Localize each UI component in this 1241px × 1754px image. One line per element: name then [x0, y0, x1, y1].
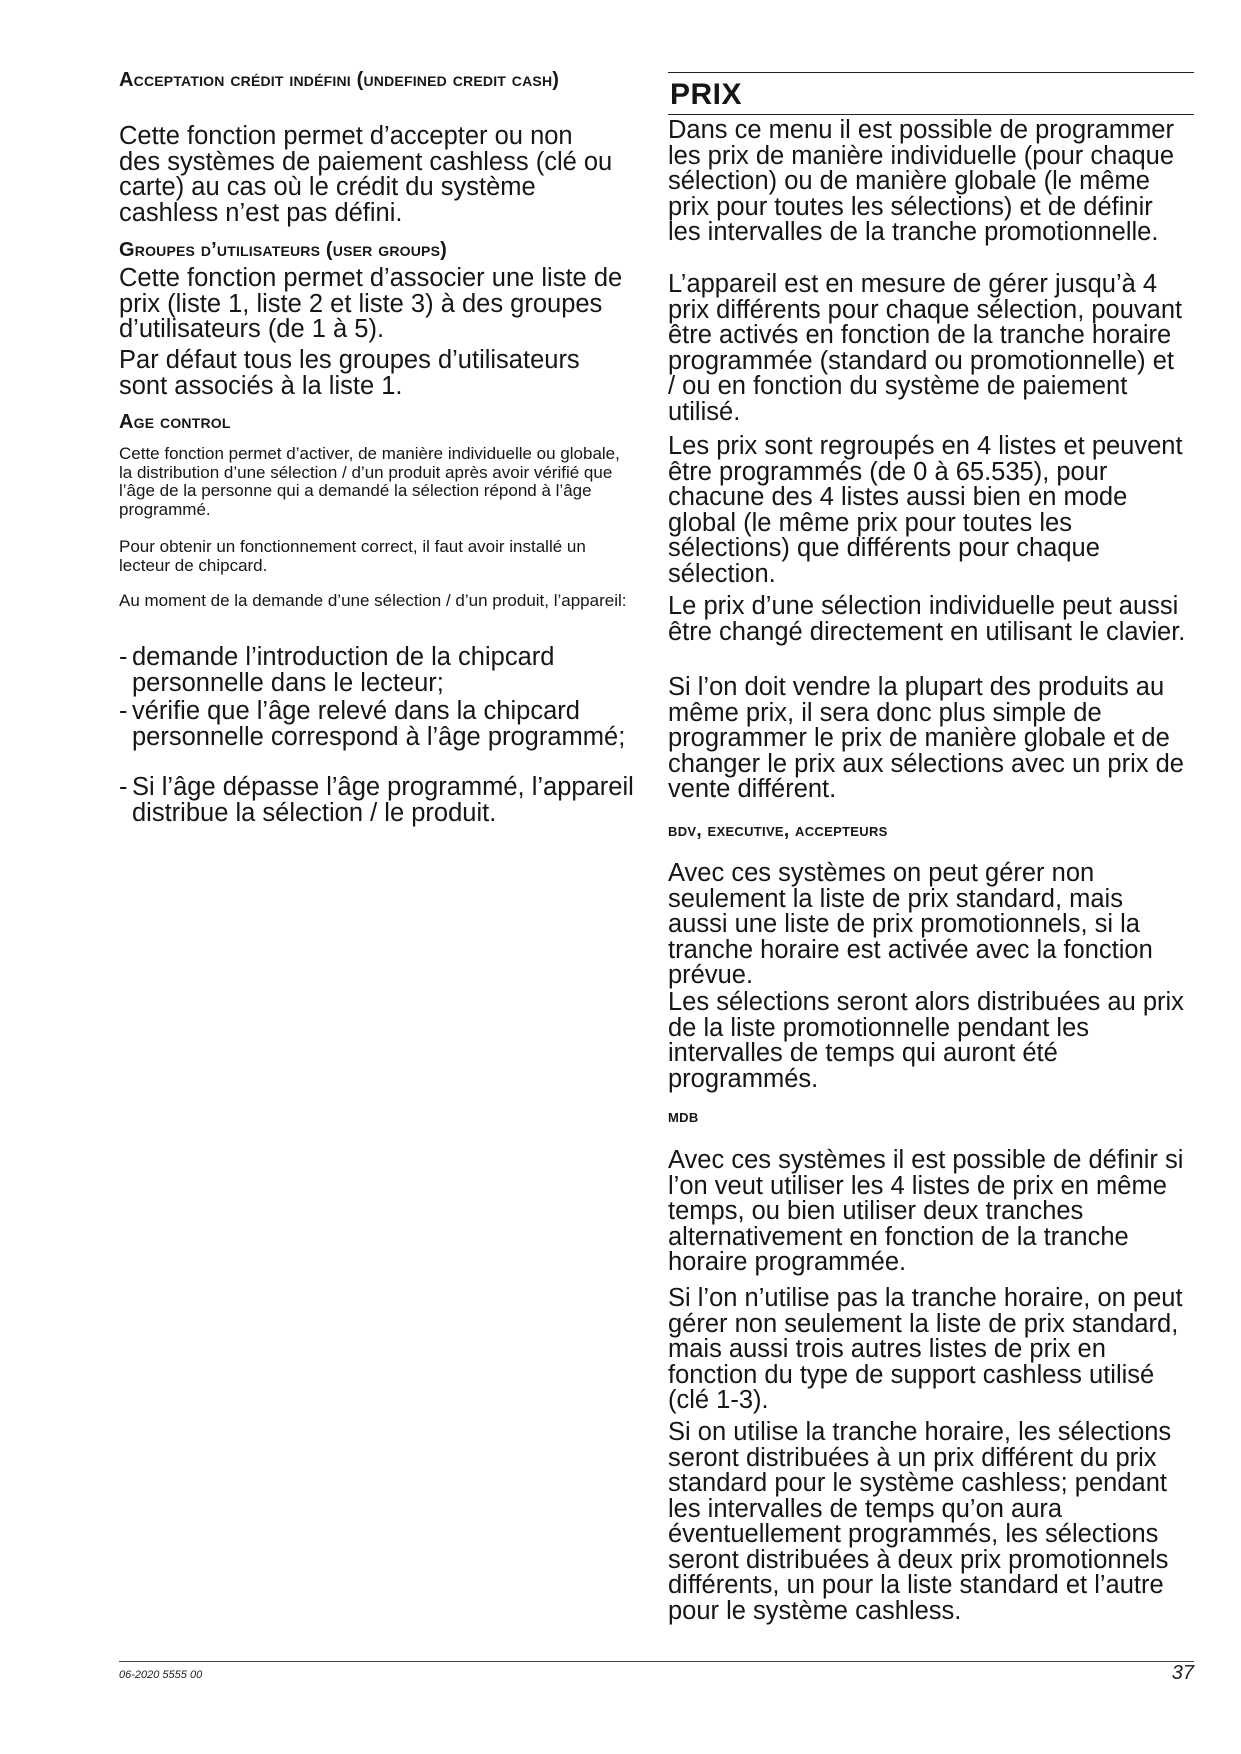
- bullet-text: Si l’âge dépasse l’âge programmé, l’appareil distribue la sélection / le produit.: [132, 773, 634, 827]
- bullet-dash: -: [119, 773, 128, 801]
- list-item: [119, 775, 636, 826]
- paragraph-acceptation-credit: Cette fonction permet d’accepter ou non des systèmes de paiement cashless (clé ou carte) au cas où le crédit du système cashless n’est pas défini.: [119, 122, 613, 227]
- heading-groupes-utilisateurs: Groupes d’utilisateurs (user groups): [119, 239, 447, 261]
- list-item: [119, 645, 636, 696]
- paragraph-mdb-3: Si on utilise la tranche horaire, les sélections seront distribuées à un prix différent du prix standard pour le système cashless; pendant les intervalles de temps qu’on aura éventuellement programmés, les sélections seront distribuées à deux prix promotionnels différents, un pour la liste standard et l’autre pour le système cashless.: [668, 1418, 1172, 1625]
- paragraph-age-1: Cette fonction permet d’activer, de manière individuelle ou globale, la distribution d’une sélection / d’un produit après avoir vérifié que l’âge de la personne qui a demandé la sélection répond à l’âge programmé.: [119, 444, 620, 519]
- paragraph-groupes-1: Cette fonction permet d’associer une liste de prix (liste 1, liste 2 et liste 3) à des groupes d’utilisateurs (de 1 à 5).: [119, 264, 623, 343]
- bullet-dash: -: [119, 643, 128, 671]
- paragraph-age-3: Au moment de la demande d’une sélection / d’un produit, l’appareil:: [119, 591, 627, 610]
- list-item: [119, 699, 636, 750]
- paragraph-groupes-2: Par défaut tous les groupes d’utilisateurs sont associés à la liste 1.: [119, 346, 580, 400]
- heading-age-control: Age control: [119, 411, 231, 433]
- paragraph-prix-3: Les prix sont regroupés en 4 listes et peuvent être programmés (de 0 à 65.535), pour chacune des 4 listes aussi bien en mode global (le même prix pour toutes les sélections) que différents pour chaque sélection.: [668, 432, 1183, 588]
- paragraph-bdv-2: Les sélections seront alors distribuées au prix de la liste promotionnelle pendant les intervalles de temps qui auront été programmés.: [668, 988, 1184, 1093]
- paragraph-prix-2: L’appareil est en mesure de gérer jusqu’à 4 prix différents pour chaque sélection, pouvant être activés en fonction de la tranche horaire programmée (standard ou promotionnelle) et / ou en fonction du système de paiement utilisé.: [668, 270, 1183, 426]
- paragraph-prix-5: Si l’on doit vendre la plupart des produits au même prix, il sera donc plus simple de programmer le prix de manière globale et de changer le prix aux sélections avec un prix de vente différent.: [668, 673, 1184, 803]
- bullet-text: vérifie que l’âge relevé dans la chipcard personnelle correspond à l’âge programmé;: [132, 697, 626, 751]
- bullet-text: demande l’introduction de la chipcard personnelle dans le lecteur;: [132, 643, 555, 697]
- heading-bdv-executive: bdv, executive, accepteurs: [668, 820, 888, 841]
- heading-mdb: mdb: [668, 1106, 699, 1127]
- paragraph-prix-4: Le prix d’une sélection individuelle peut aussi être changé directement en utilisant le clavier.: [668, 592, 1186, 646]
- paragraph-bdv-1: Avec ces systèmes on peut gérer non seulement la liste de prix standard, mais aussi une liste de prix promotionnels, si la tranche horaire est activée avec la fonction prévue.: [668, 859, 1153, 989]
- page-title: PRIX: [670, 78, 743, 111]
- footer-divider: [119, 1661, 1194, 1662]
- heading-acceptation-credit: Acceptation crédit indéfini (undefined credit cash): [119, 69, 560, 91]
- section-title-prix: [668, 72, 1194, 115]
- document-code: 06-2020 5555 00: [119, 1669, 203, 1681]
- paragraph-mdb-2: Si l’on n’utilise pas la tranche horaire, on peut gérer non seulement la liste de prix standard, mais aussi trois autres listes de prix en fonction du type de support cashless utilisé (clé 1-3).: [668, 1284, 1183, 1414]
- paragraph-prix-1: Dans ce menu il est possible de programmer les prix de manière individuelle (pour chaque sélection) ou de manière globale (le même prix pour toutes les sélections) et de définir les intervalles de la tranche promotionnelle.: [668, 116, 1175, 246]
- bullet-dash: -: [119, 697, 128, 725]
- paragraph-age-2: Pour obtenir un fonctionnement correct, il faut avoir installé un lecteur de chipcard.: [119, 537, 586, 575]
- page-number: 37: [1171, 1662, 1194, 1684]
- paragraph-mdb-1: Avec ces systèmes il est possible de définir si l’on veut utiliser les 4 listes de prix en même temps, ou bien utiliser deux tranches alternativement en fonction de la tranche horaire programmée.: [668, 1146, 1184, 1276]
